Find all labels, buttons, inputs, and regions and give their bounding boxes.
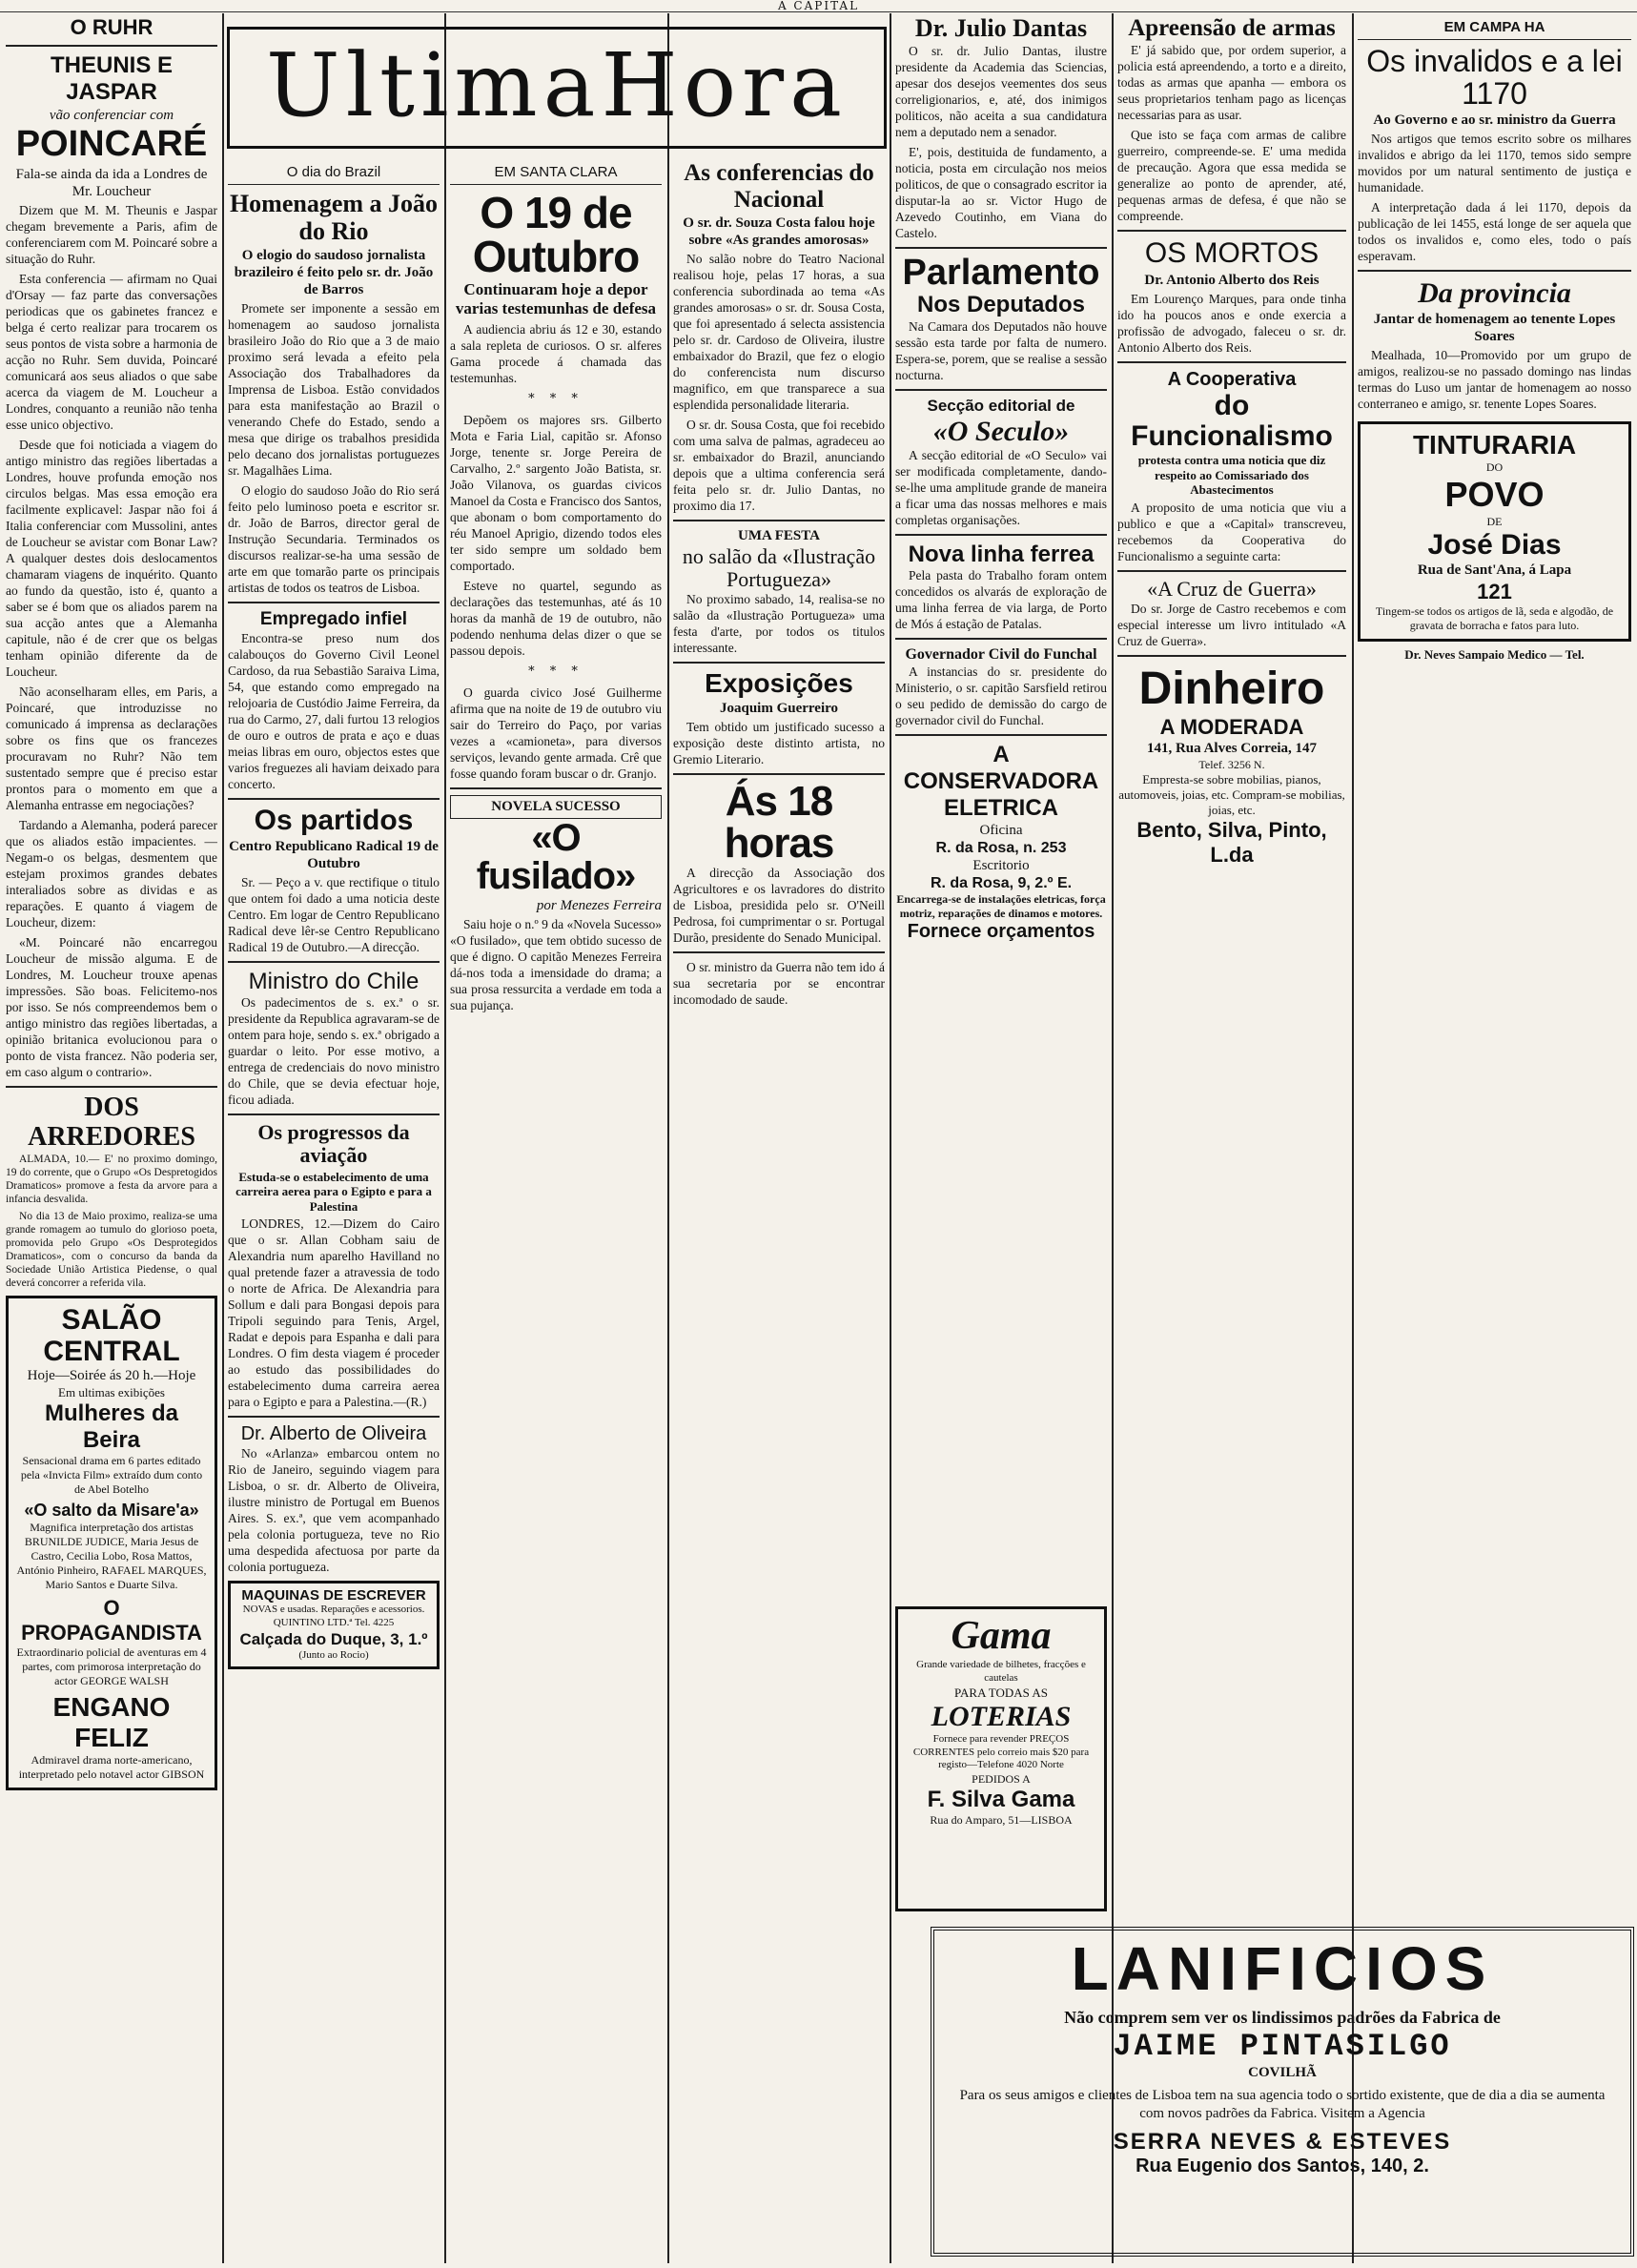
coop-kicker: A Cooperativa xyxy=(1167,369,1297,390)
column-4 xyxy=(673,160,885,2258)
paragraph: No proximo sabado, 14, realisa-se no salão da «Ilustração Portugueza» uma festa d'arte, por todos os titulos interessante. xyxy=(673,592,885,656)
paragraph: Que isto se faça com armas de calibre guerreiro, compreende-se. E' uma medida de precaução. Agora que essa medida se generalize ao ponto de aprender, até, pequenas armas de defesa, é que não se compreende. xyxy=(1117,127,1346,223)
paragraph: Tem obtido um justificado sucesso a exposição deste distinto artista, no Gremio Literario. xyxy=(673,719,885,766)
festa-kicker: UMA FESTA xyxy=(738,528,820,543)
partidos-subhead: Centro Republicano Radical 19 de Outubro xyxy=(229,838,439,871)
ad-address: Calçada do Duque, 3, 1.º xyxy=(239,1629,428,1648)
seculo-headline: «O Seculo» xyxy=(932,415,1070,447)
neves-ad: Dr. Neves Sampaio Medico — Tel. xyxy=(1404,646,1585,662)
film-desc: Extraordinario policial de aventuras em 4 partes, com primorosa interpretação do actor GEORGE WALSH xyxy=(16,1645,207,1687)
ad-name: F. Silva Gama xyxy=(927,1787,1075,1812)
cruz-headline: «A Cruz de Guerra» xyxy=(1147,576,1317,601)
ad-number: 121 xyxy=(1477,579,1512,603)
paragraph: O sr. dr. Sousa Costa, que foi recebido com uma salva de palmas, agradeceu ao sr. embaixador do Brazil, anunciando depois que a ultima conferencia será feita pelo sr. dr. Julio Dantas, no proximo dia 17. xyxy=(673,418,885,513)
column-rule xyxy=(444,13,446,2263)
paragraph: Desde que foi noticiada a viagem do antigo ministro das regiões libertadas a Londres, houve profunda emoção nos circulos belgas. Mas essa emoção era facilmente explicavel: Jaspar não foi á Italia conferenciar com Mussolini, antes de Loucheur se avistar com Bonar Law? A qualquer destes dois deslocamentos chamaram viagens de inquérito. Quanto ao fundo da questão, isto é, quanto a saber se é bom que os aliados parem na sua acção antes que a Alemanha capitule, não é de crer que os belgas tenham opinião diferente da de Loucheur. xyxy=(6,438,217,680)
ad-subtitle: A MODERADA xyxy=(1159,714,1304,739)
paragraph: Promete ser imponente a sessão em homenagem ao saudoso jornalista brasileiro João do Rio que a 3 de maio proximo será levada a efeito pela Associação dos Trabalhadores da Imprensa de Lisboa. Estão convidados para esta manifestação ao Brazil o venerando Chefe do Estado, sendo a mesa que dirige os trabalhos presidida pelo decano dos jornalistas portuguezes sr. Magalhães Lima. xyxy=(228,301,440,479)
ad-address: 141, Rua Alves Correia, 147 xyxy=(1146,740,1318,756)
column-6 xyxy=(1117,15,1346,1922)
ruhr-headline: POINCARÉ xyxy=(15,124,208,165)
ad-city: COVILHÃ xyxy=(1248,2064,1317,2080)
separator-stars: * * * xyxy=(528,664,583,679)
column-rule xyxy=(222,13,224,2263)
arredores-headline: DOS ARREDORES xyxy=(28,1093,195,1153)
empregado-headline: Empregado infiel xyxy=(259,609,408,630)
partidos-headline: Os partidos xyxy=(254,805,414,837)
paragraph: Na Camara dos Deputados não houve sessão esta tarde por falta de numero. Espera-se, porem, que se realise a sessão nocturna. xyxy=(895,319,1107,383)
gama-ad xyxy=(895,1606,1107,1911)
paragraph: No salão nobre do Teatro Nacional realisou hoje, pelas 17 horas, a sua conferencia subordinada ao tema «As grandes amorosas» o sr. dr. Sousa Costa, que foi apresentado á selecta assistencia pelo sr. dr. Cardoso de Oliveira, ilustre embaixador do Brazil, que fez o elogio do conferencista num discurso magnifico, em que transparece a sua esplendida personalidade literaria. xyxy=(673,252,885,412)
novela-title: «O fusilado» xyxy=(476,816,636,897)
armas-headline: Apreensão de armas xyxy=(1128,15,1336,41)
invalidos-subhead: Ao Governo e ao sr. ministro da Guerra xyxy=(1373,112,1616,129)
conferencias-headline: As conferencias do Nacional xyxy=(684,160,874,213)
alberto-headline: Dr. Alberto de Oliveira xyxy=(240,1423,427,1445)
film-title: O PROPAGANDISTA xyxy=(21,1595,202,1645)
paragraph: Tardando a Alemanha, poderá parecer que os aliados estão impacientes. — Negam-o os belgas, desmentem que estejam proximos grandes debates interaliados sobre as dividas e as reparações. E quanto á viagem de Loucheur, dizem: xyxy=(6,818,217,930)
ad-text: Grande variedade de bilhetes, fracções e cautelas xyxy=(916,1659,1086,1684)
column-rule xyxy=(667,13,669,2263)
paragraph: E' já sabido que, por ordem superior, a policia está apreendendo, a torto e a direito, todas as armas que apanha — embora os seus proprietarios tenham pago as licenças necessarias para as usar. xyxy=(1117,42,1346,122)
column-1 xyxy=(6,15,217,2260)
paragraph: Os padecimentos de s. ex.ª o sr. presidente da Republica agravaram-se de ontem para hoje, sendo s. ex.ª obrigado a guardar o leito. Por esse motivo, a entrega de credenciais do novo ministro do Chile, que se devia efectuar hoje, ficou adiada. xyxy=(228,995,440,1108)
ad-name: JAIME PINTASILGO xyxy=(1113,2028,1452,2064)
novela-kicker: NOVELA SUCESSO xyxy=(450,795,662,819)
ad-name: Bento, Silva, Pinto, L.da xyxy=(1136,818,1327,868)
salao-name: SALÃO CENTRAL xyxy=(43,1303,180,1367)
paragraph: A secção editorial de «O Seculo» vai ser modificada completamente, dando-se-lhe uma amplitude grande de maneira a ficar uma das nossas melhores e mais completas organisações. xyxy=(895,447,1107,527)
paragraph: A proposito de uma noticia que viu a publico e que a «Capital» transcreveu, recebemos da Cooperativa do Funcionalismo a seguinte carta: xyxy=(1117,500,1346,563)
outubro-subhead: Continuaram hoje a depor varias testemunhas de defesa xyxy=(455,280,657,318)
column-rule xyxy=(1112,13,1114,2263)
column-3 xyxy=(450,160,662,2258)
festa-headline: no salão da «Ilustração Portugueza» xyxy=(682,543,876,591)
mortos-headline: OS MORTOS xyxy=(1144,236,1320,269)
paragraph: No «Arlanza» embarcou ontem no Rio de Janeiro, seguindo viagem para Lisboa, o sr. dr. Alberto de Oliveira, ilustre ministro de Portugal em Buenos Aires. S. ex.ª, que vem acompanhado pela colonia portugueza, teve no Rio uma despedida afectuosa por parte da colonia portugueza. xyxy=(228,1446,440,1575)
joao-rio-subhead: O elogio do saudoso jornalista brazileiro é feito pelo sr. dr. João de Barros xyxy=(234,248,434,298)
paragraph: Do sr. Jorge de Castro recebemos e com especial interesse um livro intitulado «A Cruz de Guerra». xyxy=(1117,601,1346,648)
ad-title: LANIFICIOS xyxy=(1071,1934,1494,2003)
ad-text: Oficina xyxy=(979,823,1023,839)
dantas-headline: Dr. Julio Dantas xyxy=(914,15,1088,42)
ruhr-kicker: O RUHR xyxy=(70,15,153,39)
paragraph: ALMADA, 10.— E' no proximo domingo, 19 do corrente, que o Grupo «Os Despretogidos Dramaticos» promove a festa da arvore para a infancia desvalida. xyxy=(6,1153,217,1205)
tinturaria-ad xyxy=(1358,421,1631,642)
ad-text: DO xyxy=(1485,460,1504,475)
ad-text: PARA TODAS AS xyxy=(953,1685,1049,1700)
ad-title: MAQUINAS DE ESCREVER xyxy=(241,1587,426,1604)
dinheiro-ad xyxy=(1117,663,1346,868)
paragraph: Em Lourenço Marques, para onde tinha ido ha poucos anos e onde exercia a profissão de advogado, faleceu o sr. dr. Antonio Alberto dos Reis. xyxy=(1117,292,1346,355)
paragraph: A interpretação dada á lei 1170, depois da publicação de lei 1455, está longe de ser aquela que todos os invalidos e, como eles, todo o país esperavam. xyxy=(1358,200,1631,264)
paragraph: Depõem os majores srs. Gilberto Mota e Faria Lial, capitão sr. Afonso Jorge, tenente sr. Jorge Pereira de Carvalho, 2.º sargento João Batista, sr. João Vilanova, os guardas civicos Manoel da Costa e Francisco dos Santos, que abonam o bom comportamento do réu Manoel Aprigio, dizendo todos eles ter sido sempre um soldado bem comportado. xyxy=(450,412,662,573)
mortos-subhead: Dr. Antonio Alberto dos Reis xyxy=(1144,273,1320,288)
ad-title: Gama xyxy=(951,1614,1052,1658)
paragraph: Nos artigos que temos escrito sobre os milhares invalidos e abrigo da lei 1170, temos sido sempre movidos por um natural sentimento de justiça e humanidade. xyxy=(1358,132,1631,195)
ad-text: Empresta-se sobre mobilias, pianos, automoveis, joias, etc. Compram-se mobilias, joias, etc. xyxy=(1118,771,1345,818)
aviacao-subhead: Estuda-se o estabelecimento de uma carreira aerea para o Egipto e para a Palestina xyxy=(235,1169,432,1214)
column-7 xyxy=(1358,15,1631,1922)
paragraph: E', pois, destituida de fundamento, a noticia, posta em circulação nos meios politicos, de que o consagrado escritor ia disputar-la ao sr. Victor Hugo de Azevedo Coutinho, em Viana do Castelo. xyxy=(895,144,1107,240)
paragraph: Sr. — Peço a v. que rectifique o titulo que ontem foi dado a uma noticia deste Centro. Em logar de Centro Republicano Radical deve lêr-se Centro Republicano Radical 19 de Outubro.—A direcção. xyxy=(228,874,440,954)
paragraph: Pela pasta do Trabalho foram ontem concedidos os alvarás de exploração de uma linha ferrea de via larga, de Porto de Mós á estação de Patalas. xyxy=(895,568,1107,632)
linha-headline: Nova linha ferrea xyxy=(908,541,1095,567)
paragraph: Encontra-se preso num dos calabouços do Governo Civil Leonel Cardoso, da rua Sebastião Saraiva Lima, 54, que estando como empregado na relojoaria de Custódio Jaime Ferreira, da rua do Carmo, 27, dali furtou 13 relogios de ouro e outros de prata e aço e duas meias libras em ouro, objectos estes que varios freguezes ali haviam deixado para concerto. xyxy=(228,631,440,792)
salao-central-ad xyxy=(6,1296,217,1790)
aviacao-headline: Os progressos da aviação xyxy=(257,1120,410,1168)
separator-stars: * * * xyxy=(528,391,583,406)
ad-address: Rua do Amparo, 51—LISBOA xyxy=(930,1813,1073,1827)
joao-rio-headline: Homenagem a João do Rio xyxy=(229,190,439,245)
paragraph: «M. Poincaré não encarregou Loucheur de missão alguma. E de Londres, M. Loucheur trouxe apenas impressões. São boas. Felicitemo-nos por isso. Se nós compreendemos bem o antigo ministro das regiões libertadas, a opinião britanica evolucionou para o ponto de vista francez. Não poderia ser, em caso algum o contrario». xyxy=(6,935,217,1080)
column-rule xyxy=(890,13,891,2263)
chile-headline: Ministro do Chile xyxy=(248,968,419,994)
coop-headline: do Funcionalismo xyxy=(1131,390,1333,452)
coop-subhead: protesta contra uma noticia que diz respeito ao Comissariado dos Abastecimentos xyxy=(1137,453,1326,498)
governador-headline: Governador Civil do Funchal xyxy=(905,646,1097,664)
paragraph: No dia 13 de Maio proximo, realiza-se uma grande romagem ao tumulo do glorioso poeta, promovida pelo Grupo «Os Desprotegidos Dramaticos», com o concurso da banda da Sociedade União Artistica Piedense, o qual deverá concorrer a referida vila. xyxy=(6,1210,217,1289)
film-title: Mulheres da Beira xyxy=(44,1400,179,1453)
paragraph: A instancias do sr. presidente do Ministerio, o sr. capitão Sarsfield retirou o seu pedido de demissão do cargo de governador civil do Funchal. xyxy=(895,664,1107,728)
ad-title: TINTURARIA xyxy=(1412,430,1577,460)
film-desc: Sensacional drama em 6 partes editado pela «Invicta Film» extraído dum conto de Abel Botelho xyxy=(20,1453,203,1496)
ruhr-subhead: Fala-se ainda da ida a Londres de Mr. Loucheur xyxy=(15,167,208,200)
ad-address: Rua Eugenio dos Santos, 140, 2. xyxy=(1136,2155,1429,2176)
ad-title: LOTERIAS xyxy=(931,1700,1072,1732)
conservadora-ad xyxy=(895,742,1107,943)
column-2 xyxy=(228,160,440,2258)
ad-text: Não comprem sem ver os lindissimos padrões da Fabrica de xyxy=(1064,2008,1501,2027)
masthead-title: UltimaHora xyxy=(266,34,848,136)
horas-headline: Ás 18 horas xyxy=(724,777,834,867)
ad-text: DE xyxy=(1486,515,1503,529)
provincia-headline: Da provincia xyxy=(1418,277,1571,310)
top-strip: A CAPITAL xyxy=(0,0,1637,12)
seculo-kicker: Secção editorial de xyxy=(927,397,1075,416)
ad-address: R. da Rosa, n. 253 xyxy=(935,840,1067,857)
film-desc: Magnifica interpretação dos artistas BRUNILDE JUDICE, Maria Jesus de Castro, Cecilia Lobo, Rosa Mattos, António Pinheiro, RAFAEL MARQUES, Mario Santos e Duarte Silva. xyxy=(16,1520,207,1591)
provincia-subhead: Jantar de homenagem ao tenente Lopes Soares xyxy=(1373,312,1616,345)
ad-title: A CONSERVADORA ELETRICA xyxy=(903,742,1099,822)
ruhr-names: THEUNIS E JASPAR xyxy=(50,52,173,105)
ad-title: Dinheiro xyxy=(1138,663,1325,714)
paragraph: Saiu hoje o n.º 9 da «Novela Sucesso» «O fusilado», que tem obtido sucesso de que é digno. O capitão Menezes Ferreira dá-nos toda a imensidade do drama; a sua prosa ressurcita a verdade em toda a sua pujança. xyxy=(450,916,662,1012)
invalidos-headline: Os invalidos e a lei 1170 xyxy=(1366,44,1623,111)
ad-text: Fornece para revender PREÇOS CORRENTES pelo correio mais $20 para registo—Telefone 4020 Norte xyxy=(912,1732,1090,1771)
ad-text: NOVAS e usadas. Reparações e acessorios. QUINTINO LTD.ª Tel. 4225 xyxy=(242,1604,425,1629)
paragraph: Dizem que M. M. Theunis e Jaspar chegam brevemente a Paris, afim de conferenciarem com M. Poincaré sobre a situação do Ruhr. xyxy=(6,203,217,267)
section-label: EM SANTA CLARA xyxy=(450,160,662,185)
masthead xyxy=(227,27,887,149)
paragraph: Esteve no quartel, segundo as declarações das testemunhas, até ás 10 horas da manhã de 19 de outubro, não podendo nenhuma delas dizer o que se passou depois. xyxy=(450,578,662,658)
salao-exhibitions: Em ultimas exibições xyxy=(58,1384,165,1400)
paragraph: O elogio do saudoso João do Rio será feito pelo luminoso poeta e escritor sr. dr. João de Barros, director geral de Instrução Secundaria. Terminados os discursos realizar-se-ha uma sessão de arte em que tomarão parte os principais artistas de todos os teatros de Lisboa. xyxy=(228,483,440,596)
ruhr-deck: vão conferenciar com xyxy=(49,108,174,124)
novela-author: por Menezes Ferreira xyxy=(536,897,662,913)
section-label: EM CAMPA HA xyxy=(1358,15,1631,40)
ad-text: Tingem-se todos os artigos de lã, seda e algodão, de gravata de borracha e fatos para luto. xyxy=(1375,603,1614,632)
salao-sessions: Hoje—Soirée ás 20 h.—Hoje xyxy=(27,1367,196,1383)
paragraph: LONDRES, 12.—Dizem do Cairo que o sr. Allan Cobham saiu de Alexandria num aparelho Havilland no qual pretende fazer a atravessia de todo o norte de Africa. De Alexandria para Sollum e dali para Bongasi depois para Tripoli seguindo para Tenis, Argel, Radat e depois para Espanha e dali para Londres. O fim desta viagem é proceder ao estudo das possibilidades do estabelecimento duma carreira aerea para o Egipto e para a Palestina.—(R.) xyxy=(228,1216,440,1410)
outubro-headline: O 19 de Outubro xyxy=(472,188,640,281)
film-desc: Admiravel drama norte-americano, interpretado pelo notavel actor GIBSON xyxy=(18,1752,205,1781)
film-title: ENGANO FELIZ xyxy=(52,1691,171,1752)
paragraph: A direcção da Associação dos Agricultores e os lavradores do distrito de Lisboa, presidida pelo sr. O'Neill Pedrosa, foi cumprimentar o sr. Portugal Durão, presidente do Senado Municipal. xyxy=(673,865,885,945)
paragraph: Esta conferencia — afirmam no Quai d'Orsay — faz parte das conversações periodicas que os gabinetes francez e belga é certo realizar para trocarem os seus pontos de vista sobre a harmonia de acção no Ruhr. Sem duvida, Poincaré comunicará aos seus aliados o que sabe acerca da viagem de M. Loucheur a Londres, conquanto a reunião não tenha esse unico objectivo. xyxy=(6,272,217,433)
ad-address: Rua de Sant'Ana, á Lapa xyxy=(1417,562,1572,579)
column-rule xyxy=(1352,13,1354,2263)
ad-text: Encarrega-se de instalações eletricas, força motriz, reparações de dinamos e motores. xyxy=(896,891,1106,920)
film-title: «O salto da Misare'a» xyxy=(24,1500,199,1520)
exposicoes-headline: Exposições xyxy=(705,668,853,699)
ad-title: POVO xyxy=(1444,475,1545,515)
paragraph: Mealhada, 10—Promovido por um grupo de amigos, realizou-se no passado domingo nas lindas termas do Luso um jantar de homenagem ao nosso conterraneo e amigo, sr. tenente Lopes Soares. xyxy=(1358,348,1631,412)
ad-text: Escritorio xyxy=(972,858,1030,874)
paragraph: A audiencia abriu ás 12 e 30, estando a sala repleta de curiosos. O sr. alferes Gama procede á chamada das testemunhas. xyxy=(450,321,662,385)
maquinas-ad xyxy=(228,1581,440,1668)
ad-cta: Fornece orçamentos xyxy=(907,920,1095,942)
parlamento-headline: Parlamento xyxy=(902,252,1100,293)
paragraph: O sr. dr. Julio Dantas, ilustre presidente da Academia das Sciencias, apesar dos desejos veementes dos seus correligionarios, e, até, dos inimigos politicos, não aceita a sua candidatura nem a deputado nem a senador. xyxy=(895,43,1107,139)
ad-agents: SERRA NEVES & ESTEVES xyxy=(1113,2128,1452,2155)
ad-phone: Telef. 3256 N. xyxy=(1198,757,1265,771)
paragraph: O sr. ministro da Guerra não tem ido á sua secretaria por se encontrar incomodado de saude. xyxy=(673,959,885,1007)
ad-address: R. da Rosa, 9, 2.º E. xyxy=(930,874,1073,891)
paragraph: Não aconselharam elles, em Paris, a Poincaré, que introduzisse no comunicado á imprensa as declarações sobre os fins que os francezes procuravam no Ruhr? Não tem sustentado sempre que é preciso estar prontos para o momento em que a Alemanha entrasse em negociações? xyxy=(6,684,217,813)
lanificios-ad xyxy=(931,1927,1634,2257)
ad-note: (Junto ao Rocio) xyxy=(298,1648,369,1661)
section-label: O dia do Brazil xyxy=(228,160,440,185)
parlamento-subhead: Nos Deputados xyxy=(916,292,1085,318)
ad-text: Para os seus amigos e clientes de Lisboa tem na sua agencia todo o sortido existente, que de dia a dia se aumenta com novos padrões da Fabrica. Visitem a Agencia xyxy=(959,2088,1606,2121)
paragraph: O guarda civico José Guilherme afirma que na noite de 19 de outubro viu sair do Terreiro do Paço, por varias vezes a «camioneta», para diversos serviços, levando gente armada. Crê que fosse quando foram buscar o dr. Granjo. xyxy=(450,684,662,781)
conferencias-subhead: O sr. dr. Souza Costa falou hoje sobre «As grandes amorosas» xyxy=(683,215,875,248)
exposicoes-subhead: Joaquim Guerreiro xyxy=(719,700,839,716)
ad-text: PEDIDOS A xyxy=(972,1772,1031,1786)
ad-name: José Dias xyxy=(1427,529,1562,562)
